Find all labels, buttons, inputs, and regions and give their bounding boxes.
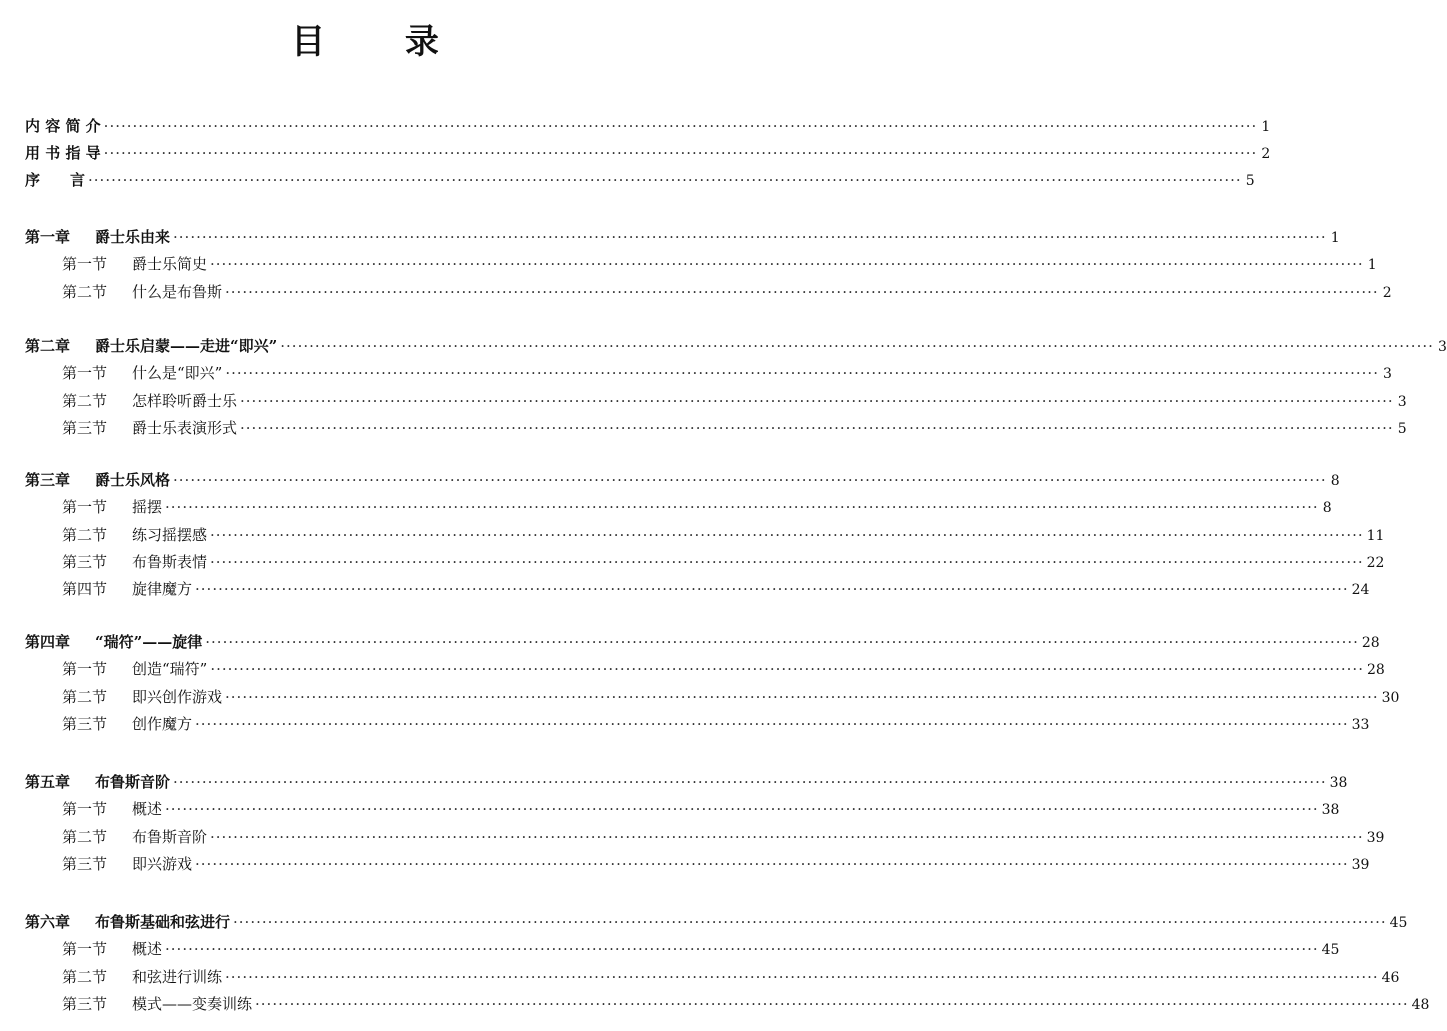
front-matter-title: 序 言 <box>25 171 86 189</box>
leader-dots: ········································································································································································································ <box>225 364 1379 382</box>
leader-dots: ········································································································································································································ <box>103 144 1258 162</box>
page-number: 45 <box>1321 942 1340 958</box>
section-entry[interactable] <box>62 992 1430 1016</box>
page-number: 45 <box>1389 915 1408 931</box>
chapter-entry-label <box>25 334 277 358</box>
page-number: 2 <box>1382 285 1392 301</box>
section-title: 爵士乐简史 <box>132 255 208 273</box>
section-title: 摇摆 <box>132 498 163 516</box>
section-title: 布鲁斯音阶 <box>132 828 208 846</box>
section-number: 第三节 <box>62 995 108 1013</box>
section-title: 创造“瑞符” <box>132 660 208 678</box>
leader-dots: ········································································································································································································ <box>165 940 1319 958</box>
section-title: 布鲁斯表情 <box>132 553 208 571</box>
leader-dots: ········································································································································································································ <box>173 471 1327 489</box>
front-matter-item[interactable] <box>25 114 1271 138</box>
section-entry-label <box>62 797 162 821</box>
page-number: 8 <box>1330 473 1340 489</box>
leader-dots: ········································································································································································································ <box>205 633 1359 651</box>
page-number: 1 <box>1330 230 1340 246</box>
section-number: 第三节 <box>62 855 108 873</box>
chapter-number: 第四章 <box>25 633 71 651</box>
chapter-entry[interactable] <box>25 630 1380 654</box>
page-number: 5 <box>1245 173 1255 189</box>
page-number: 3 <box>1383 366 1392 382</box>
section-entry-label <box>62 937 162 961</box>
section-number: 第一节 <box>62 255 108 273</box>
chapter-entry[interactable] <box>25 468 1340 492</box>
leader-dots: ········································································································································································································ <box>210 526 1364 544</box>
section-entry-label <box>62 657 207 681</box>
chapter-entry-label <box>25 770 170 794</box>
section-number: 第二节 <box>62 688 108 706</box>
section-entry[interactable] <box>62 965 1400 989</box>
section-number: 第一节 <box>62 660 108 678</box>
front-matter-item-label <box>25 141 101 165</box>
page-number: 30 <box>1381 690 1400 706</box>
leader-dots: ········································································································································································································ <box>255 995 1409 1013</box>
leader-dots: ········································································································································································································ <box>88 171 1242 189</box>
section-entry[interactable] <box>62 252 1377 276</box>
page-number: 11 <box>1366 528 1385 544</box>
leader-dots: ········································································································································································································ <box>195 715 1349 733</box>
leader-dots: ········································································································································································································ <box>225 283 1379 301</box>
section-entry[interactable] <box>62 577 1370 601</box>
chapter-title: 爵士乐启蒙——走进“即兴” <box>95 337 278 355</box>
section-title: 概述 <box>132 940 163 958</box>
front-matter-item-label <box>25 168 85 192</box>
section-entry-label <box>62 280 222 304</box>
section-title: 创作魔方 <box>132 715 193 733</box>
page-number: 33 <box>1351 717 1370 733</box>
leader-dots: ········································································································································································································ <box>210 553 1364 571</box>
section-entry-label <box>62 550 207 574</box>
page-number: 2 <box>1261 146 1271 162</box>
chapter-entry[interactable] <box>25 910 1408 934</box>
leader-dots: ········································································································································································································ <box>195 855 1349 873</box>
section-number: 第一节 <box>62 498 108 516</box>
section-entry-label <box>62 495 162 519</box>
section-entry-label <box>62 825 207 849</box>
section-entry[interactable] <box>62 712 1370 736</box>
section-number: 第一节 <box>62 800 108 818</box>
section-title: 和弦进行训练 <box>132 968 223 986</box>
section-title: 即兴创作游戏 <box>132 688 223 706</box>
section-entry[interactable] <box>62 550 1385 574</box>
leader-dots: ········································································································································································································ <box>173 773 1327 791</box>
page-number: 46 <box>1381 970 1400 986</box>
section-number: 第二节 <box>62 968 108 986</box>
chapter-title: “瑞符”——旋律 <box>95 633 203 651</box>
page-number: 22 <box>1366 555 1385 571</box>
section-entry[interactable] <box>62 685 1400 709</box>
section-number: 第三节 <box>62 419 108 437</box>
page-number: 1 <box>1367 257 1377 273</box>
chapter-entry-label <box>25 225 170 249</box>
section-title: 什么是“即兴” <box>132 364 223 382</box>
section-entry[interactable] <box>62 389 1407 413</box>
section-entry-label <box>62 361 222 385</box>
section-number: 第二节 <box>62 392 108 410</box>
page-number: 39 <box>1366 830 1385 846</box>
front-matter-title: 内 容 简 介 <box>25 117 101 135</box>
section-entry-label <box>62 577 192 601</box>
leader-dots: ········································································································································································································ <box>225 968 1379 986</box>
chapter-number: 第五章 <box>25 773 71 791</box>
section-entry[interactable] <box>62 523 1385 547</box>
chapter-entry-label <box>25 910 230 934</box>
section-entry[interactable] <box>62 937 1340 961</box>
section-number: 第一节 <box>62 364 108 382</box>
chapter-number: 第一章 <box>25 228 71 246</box>
leader-dots: ········································································································································································································ <box>240 419 1394 437</box>
leader-dots: ········································································································································································································ <box>210 660 1364 678</box>
chapter-entry-label <box>25 468 170 492</box>
section-number: 第四节 <box>62 580 108 598</box>
section-title: 模式——变奏训练 <box>132 995 253 1013</box>
section-entry[interactable] <box>62 416 1407 440</box>
page-number: 24 <box>1351 582 1370 598</box>
leader-dots: ········································································································································································································ <box>210 828 1364 846</box>
section-entry-label <box>62 252 207 276</box>
section-number: 第二节 <box>62 526 108 544</box>
page-number: 1 <box>1261 119 1271 135</box>
page-title: 目 录 <box>291 22 473 62</box>
section-entry[interactable] <box>62 280 1392 304</box>
section-entry[interactable] <box>62 657 1385 681</box>
chapter-number: 第二章 <box>25 337 71 355</box>
section-entry-label <box>62 712 192 736</box>
chapter-entry[interactable] <box>25 225 1340 249</box>
leader-dots: ········································································································································································································ <box>165 800 1319 818</box>
front-matter-title: 用 书 指 导 <box>25 144 101 162</box>
page-number: 3 <box>1437 339 1447 355</box>
section-entry-label <box>62 992 252 1016</box>
section-entry[interactable] <box>62 361 1392 385</box>
leader-dots: ········································································································································································································ <box>225 688 1379 706</box>
chapter-entry-label <box>25 630 202 654</box>
section-title: 概述 <box>132 800 163 818</box>
chapter-number: 第三章 <box>25 471 71 489</box>
section-entry-label <box>62 416 237 440</box>
front-matter-item[interactable] <box>25 141 1271 165</box>
section-entry-label <box>62 852 192 876</box>
leader-dots: ········································································································································································································ <box>103 117 1258 135</box>
section-entry-label <box>62 389 237 413</box>
chapter-title: 布鲁斯基础和弦进行 <box>95 913 231 931</box>
page-number: 28 <box>1361 635 1380 651</box>
section-title: 什么是布鲁斯 <box>132 283 223 301</box>
section-title: 怎样聆听爵士乐 <box>132 392 238 410</box>
section-number: 第三节 <box>62 553 108 571</box>
section-entry-label <box>62 965 222 989</box>
page-number: 28 <box>1366 662 1385 678</box>
chapter-title: 爵士乐风格 <box>95 471 171 489</box>
page-number: 3 <box>1397 394 1407 410</box>
page-number: 38 <box>1321 802 1340 818</box>
leader-dots: ········································································································································································································ <box>233 913 1387 931</box>
section-number: 第二节 <box>62 828 108 846</box>
page-number: 8 <box>1322 500 1332 516</box>
page-number: 39 <box>1351 857 1370 873</box>
leader-dots: ········································································································································································································ <box>210 255 1364 273</box>
section-title: 旋律魔方 <box>132 580 193 598</box>
page-number: 5 <box>1397 421 1407 437</box>
chapter-title: 爵士乐由来 <box>95 228 171 246</box>
chapter-entry[interactable] <box>25 334 1447 358</box>
chapter-title: 布鲁斯音阶 <box>95 773 171 791</box>
section-entry-label <box>62 685 222 709</box>
section-title: 即兴游戏 <box>132 855 193 873</box>
section-entry[interactable] <box>62 852 1370 876</box>
page-number: 38 <box>1329 775 1348 791</box>
section-title: 爵士乐表演形式 <box>132 419 238 437</box>
section-number: 第一节 <box>62 940 108 958</box>
section-entry[interactable] <box>62 495 1332 519</box>
leader-dots: ········································································································································································································ <box>173 228 1327 246</box>
front-matter-item-label <box>25 114 101 138</box>
section-title: 练习摇摆感 <box>132 526 208 544</box>
section-number: 第二节 <box>62 283 108 301</box>
front-matter-item[interactable] <box>25 168 1255 192</box>
page-number: 48 <box>1411 997 1430 1013</box>
chapter-entry[interactable] <box>25 770 1348 794</box>
chapter-number: 第六章 <box>25 913 71 931</box>
section-entry[interactable] <box>62 825 1385 849</box>
leader-dots: ········································································································································································································ <box>195 580 1349 598</box>
leader-dots: ········································································································································································································ <box>280 337 1434 355</box>
leader-dots: ········································································································································································································ <box>240 392 1394 410</box>
section-entry-label <box>62 523 207 547</box>
section-number: 第三节 <box>62 715 108 733</box>
leader-dots: ········································································································································································································ <box>165 498 1319 516</box>
section-entry[interactable] <box>62 797 1340 821</box>
